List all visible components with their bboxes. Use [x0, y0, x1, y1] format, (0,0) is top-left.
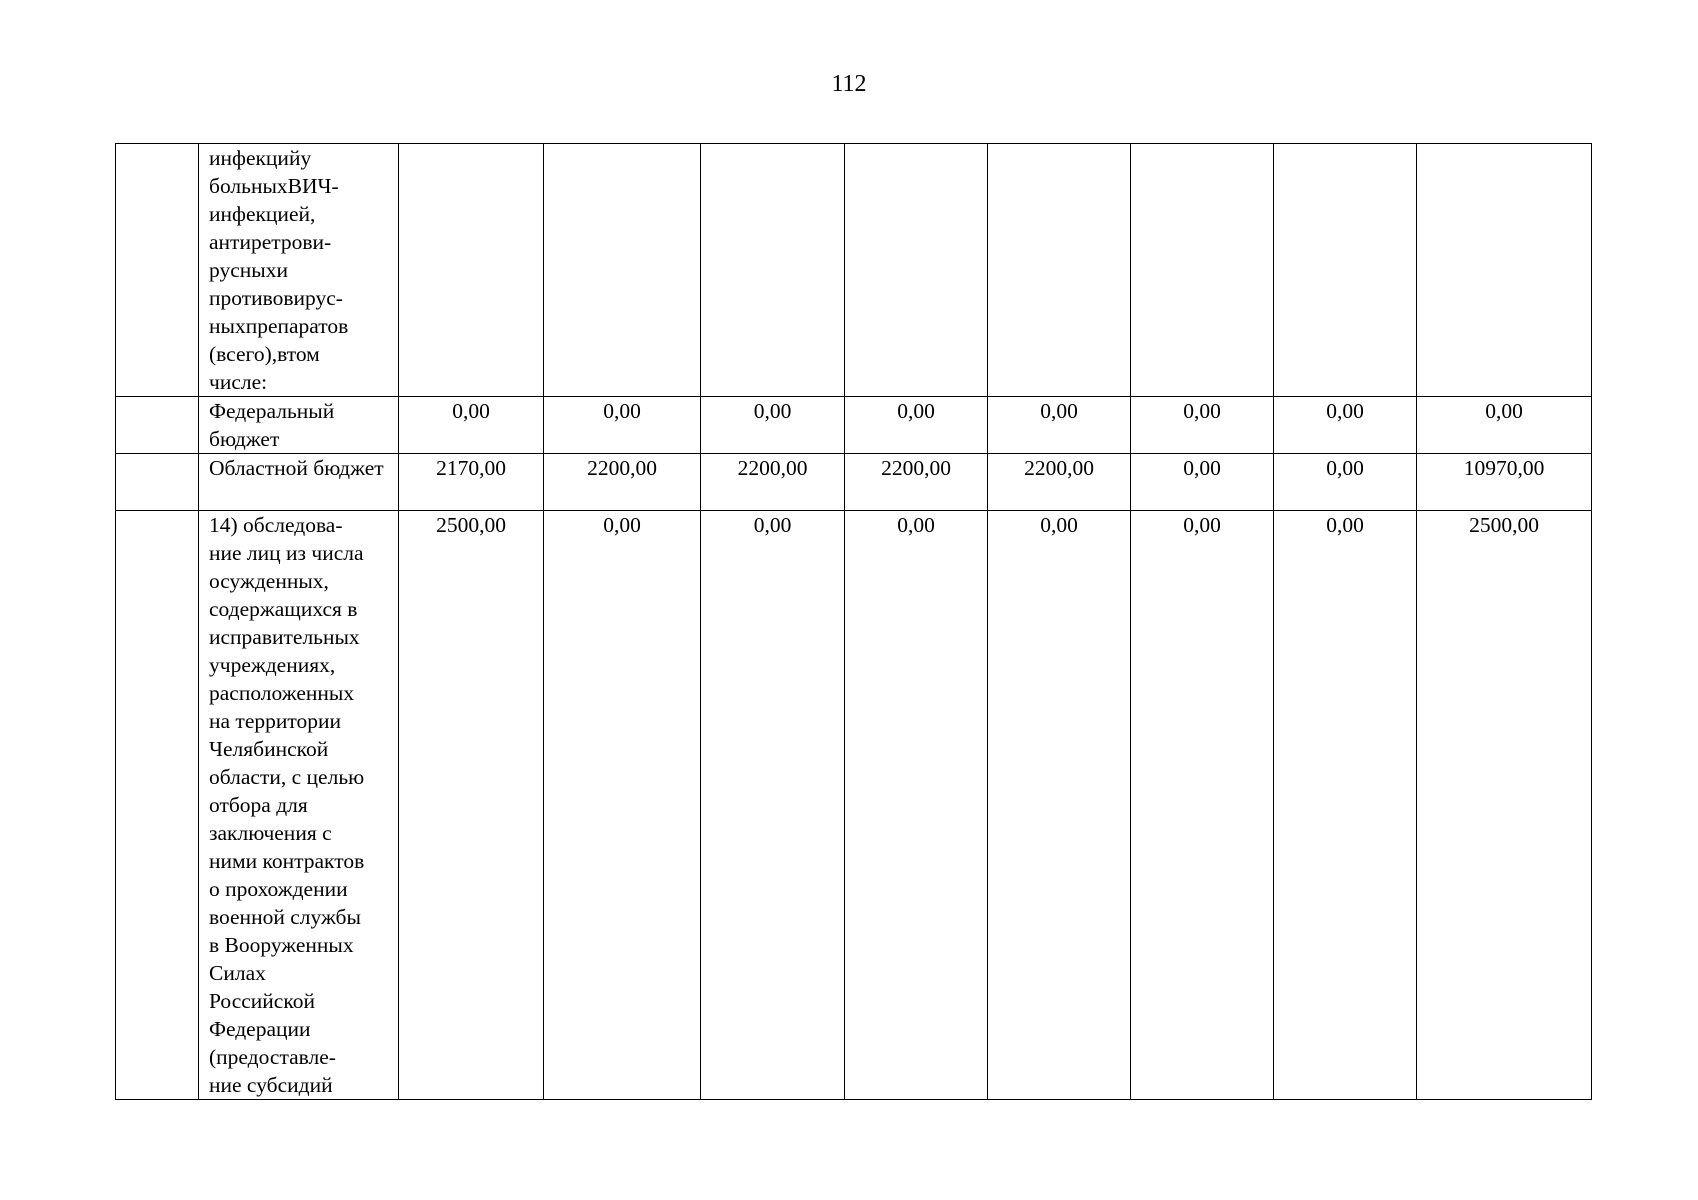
label-line: отбора для — [209, 793, 308, 817]
label-line: ними контрактов — [209, 849, 365, 873]
value-cell — [1131, 144, 1274, 397]
table-row — [116, 511, 1592, 1100]
value-cell: 0,00 — [1274, 511, 1417, 1100]
label-line: Федерации — [209, 1017, 311, 1041]
label-line: расположенных — [209, 681, 355, 705]
value-cell: 0,00 — [988, 511, 1131, 1100]
label-line: осужденных, — [209, 569, 329, 593]
label-line: (всего),втом — [209, 342, 320, 366]
value-cell: 0,00 — [988, 397, 1131, 454]
label-line: о прохождении — [209, 877, 348, 901]
value-cell — [399, 144, 544, 397]
value-cell — [1417, 144, 1592, 397]
value-cell: 0,00 — [399, 397, 544, 454]
label-line: инфекцией, — [209, 202, 316, 226]
value-cell: 10970,00 — [1417, 454, 1592, 511]
value-cell: 0,00 — [1274, 454, 1417, 511]
label-line: учреждениях, — [209, 653, 336, 677]
value-cell — [988, 144, 1131, 397]
value-cell: 0,00 — [845, 511, 988, 1100]
label-line: больныхВИЧ- — [209, 174, 339, 198]
row-number-cell — [116, 511, 199, 1100]
value-cell — [1274, 144, 1417, 397]
value-cell: 0,00 — [1131, 511, 1274, 1100]
table-row — [116, 397, 1592, 454]
label-line: ние лиц из числа — [209, 541, 364, 565]
label-line: Силах — [209, 961, 266, 985]
value-cell: 0,00 — [845, 397, 988, 454]
label-line: заключения с — [209, 821, 332, 845]
row-label-cell: Федеральный бюджет — [199, 397, 399, 454]
page-number: 112 — [831, 71, 867, 97]
table-row — [116, 454, 1592, 511]
budget-table — [115, 143, 1592, 1100]
value-cell: 2500,00 — [1417, 511, 1592, 1100]
row-label-cell — [199, 144, 399, 397]
label-line: военной службы — [209, 905, 361, 929]
value-cell: 2500,00 — [399, 511, 544, 1100]
label-line: в Вооруженных — [209, 933, 354, 957]
label-line: противовирус- — [209, 286, 343, 310]
value-cell: 2170,00 — [399, 454, 544, 511]
label-line: на территории — [209, 709, 341, 733]
value-cell: 2200,00 — [701, 454, 845, 511]
label-line: Челябинской — [209, 737, 329, 761]
label-line: исправительных — [209, 625, 360, 649]
value-cell: 0,00 — [1131, 397, 1274, 454]
row-number-cell — [116, 397, 199, 454]
label-line: содержащихся в — [209, 597, 358, 621]
value-cell: 2200,00 — [988, 454, 1131, 511]
label-line: (предоставле- — [209, 1045, 336, 1069]
label-line: ныхпрепаратов — [209, 314, 349, 338]
label-line: ние субсидий — [209, 1073, 333, 1097]
row-number-cell — [116, 144, 199, 397]
value-cell — [701, 144, 845, 397]
table-row — [116, 144, 1592, 397]
value-cell: 0,00 — [1274, 397, 1417, 454]
row-label-cell — [199, 511, 399, 1100]
value-cell: 0,00 — [544, 511, 701, 1100]
label-line: антиретрови- — [209, 230, 332, 254]
label-line: области, с целью — [209, 765, 365, 789]
value-cell — [845, 144, 988, 397]
label-line: Российской — [209, 989, 315, 1013]
value-cell: 0,00 — [701, 397, 845, 454]
row-label-cell: Областной бюджет — [199, 454, 399, 511]
label-line: инфекцийу — [209, 146, 312, 170]
row-number-cell — [116, 454, 199, 511]
value-cell: 0,00 — [1417, 397, 1592, 454]
value-cell: 2200,00 — [544, 454, 701, 511]
value-cell: 0,00 — [1131, 454, 1274, 511]
value-cell: 0,00 — [544, 397, 701, 454]
value-cell: 2200,00 — [845, 454, 988, 511]
label-line: 14) обследова- — [209, 513, 343, 537]
value-cell — [544, 144, 701, 397]
label-line: русныхи — [209, 258, 288, 282]
label-line: числе: — [209, 370, 268, 394]
value-cell: 0,00 — [701, 511, 845, 1100]
